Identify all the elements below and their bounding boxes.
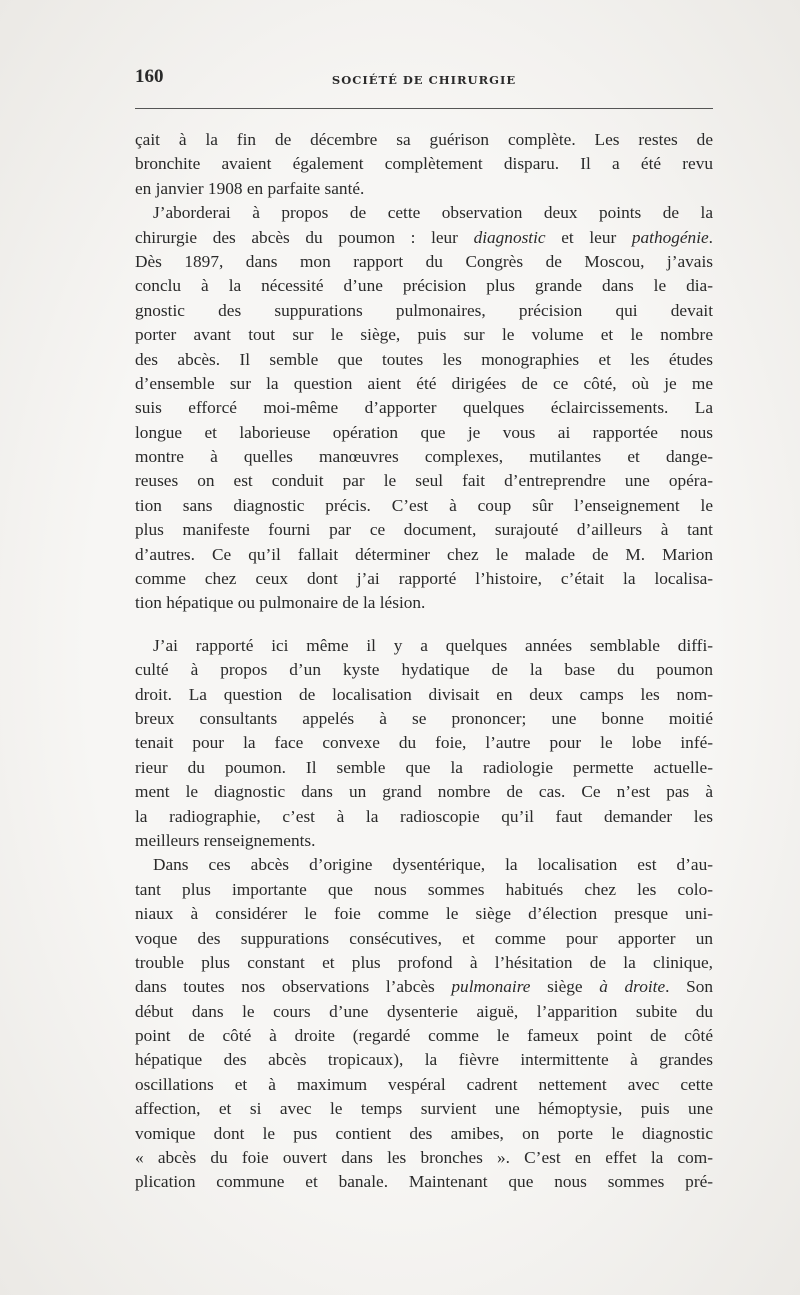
text-line: droit. La question de localisation divisait en deux camps les nom- <box>135 684 713 704</box>
text-segment: chirurgie des abcès du poumon : leur <box>135 227 474 247</box>
text-line: la radiographie, c’est à la radioscopie qu’il faut demander les <box>135 806 713 826</box>
text-line: « abcès du foie ouvert dans les bronches ». C’est en effet la com- <box>135 1148 713 1168</box>
running-title: SOCIÉTÉ DE CHIRURGIE <box>331 73 517 87</box>
paragraph <box>135 634 713 854</box>
italic-text: pulmonaire <box>451 977 531 997</box>
italic-text: à droite <box>599 977 666 997</box>
text-segment: et leur <box>545 227 632 247</box>
italic-text: diagnostic <box>473 227 546 247</box>
text-line: hépatique des abcès tropicaux), la fièvre intermittente à grandes <box>135 1050 713 1070</box>
text-line: montre à quelles manœuvres complexes, mutilantes et dange- <box>135 447 713 467</box>
text-line: d’autres. Ce qu’il fallait déterminer chez le malade de M. Marion <box>135 544 713 564</box>
text-line: gnostic des suppurations pulmonaires, précision qui devait <box>135 300 713 320</box>
text-line <box>135 975 713 999</box>
text-line: J’aborderai à propos de cette observation deux points de la <box>153 203 713 223</box>
text-line: oscillations et à maximum vespéral cadrent nettement avec cette <box>135 1074 713 1094</box>
text-segment: dans toutes nos observations l’abcès <box>135 977 452 997</box>
text-line: porter avant tout sur le siège, puis sur le volume et le nombre <box>135 325 713 345</box>
text-line: meilleurs renseignements. <box>135 830 316 850</box>
text-line: J’ai rapporté ici même il y a quelques années semblable diffi- <box>153 635 713 655</box>
text-line: çait à la fin de décembre sa guérison complète. Les restes de <box>135 130 713 149</box>
body-text <box>135 128 713 1195</box>
text-line: début dans le cours d’une dysenterie aiguë, l’apparition subite du <box>135 1001 713 1021</box>
text-line: des abcès. Il semble que toutes les monographies et les études <box>135 349 713 369</box>
text-line: voque des suppurations consécutives, et comme pour apporter un <box>135 928 713 948</box>
text-line: culté à propos d’un kyste hydatique de la base du poumon <box>135 660 713 680</box>
text-line: d’ensemble sur la question aient été dirigées de ce côté, où je me <box>135 373 713 393</box>
text-line: tion sans diagnostic précis. C’est à coup sûr l’enseignement le <box>135 495 713 515</box>
text-line: plication commune et banale. Maintenant que nous sommes pré- <box>135 1172 713 1192</box>
paragraph <box>135 853 713 1194</box>
text-line: affection, et si avec le temps survient une hémoptysie, puis une <box>135 1099 713 1119</box>
text-line: tenait pour la face convexe du foie, l’autre pour le lobe infé- <box>135 733 713 753</box>
text-line: niaux à considérer le foie comme le siège d’élection presque uni- <box>135 904 713 924</box>
text-line: Dans ces abcès d’origine dysentérique, la localisation est d’au- <box>153 855 713 875</box>
text-line: rieur du poumon. Il semble que la radiologie permette actuelle- <box>135 757 713 777</box>
text-line: longue et laborieuse opération que je vous ai rapportée nous <box>135 422 713 442</box>
text-segment: . Son <box>665 977 713 997</box>
page-number: 160 <box>135 66 164 87</box>
header-rule <box>135 108 713 109</box>
text-line: tant plus importante que nous sommes habitués chez les colo- <box>135 879 713 899</box>
text-line: suis efforcé moi-même d’apporter quelques éclaircissements. La <box>135 398 713 418</box>
page-header <box>135 66 713 96</box>
text-line: trouble plus constant et plus profond à l’hésitation de la clinique, <box>135 952 713 972</box>
text-segment: siège <box>530 977 600 997</box>
text-line: reuses on est conduit par le seul fait d’entreprendre une opéra- <box>135 471 713 491</box>
text-line: vomique dont le pus contient des amibes, on porte le diagnostic <box>135 1123 713 1143</box>
text-line: ment le diagnostic dans un grand nombre de cas. Ce n’est pas à <box>135 782 713 802</box>
text-line: comme chez ceux dont j’ai rapporté l’histoire, c’était la localisa- <box>135 569 713 589</box>
text-line: Dès 1897, dans mon rapport du Congrès de Moscou, j’avais <box>135 251 713 271</box>
text-line: plus manifeste fourni par ce document, surajouté d’ailleurs à tant <box>135 520 713 540</box>
text-line: bronchite avaient également complètement disparu. Il a été revu <box>135 154 713 174</box>
text-line: tion hépatique ou pulmonaire de la lésion. <box>135 593 426 613</box>
text-line: en janvier 1908 en parfaite santé. <box>135 178 365 198</box>
italic-text: pathogénie <box>631 227 709 247</box>
text-segment: . <box>708 227 713 247</box>
text-line: point de côté à droite (regardé comme le fameux point de côté <box>135 1026 713 1046</box>
text-line: conclu à la nécessité d’une précision plus grande dans le dia- <box>135 276 713 296</box>
text-line <box>135 226 713 250</box>
paragraph <box>135 201 713 616</box>
text-line: breux consultants appelés à se prononcer; une bonne moitié <box>135 708 713 728</box>
paragraph <box>135 128 713 201</box>
